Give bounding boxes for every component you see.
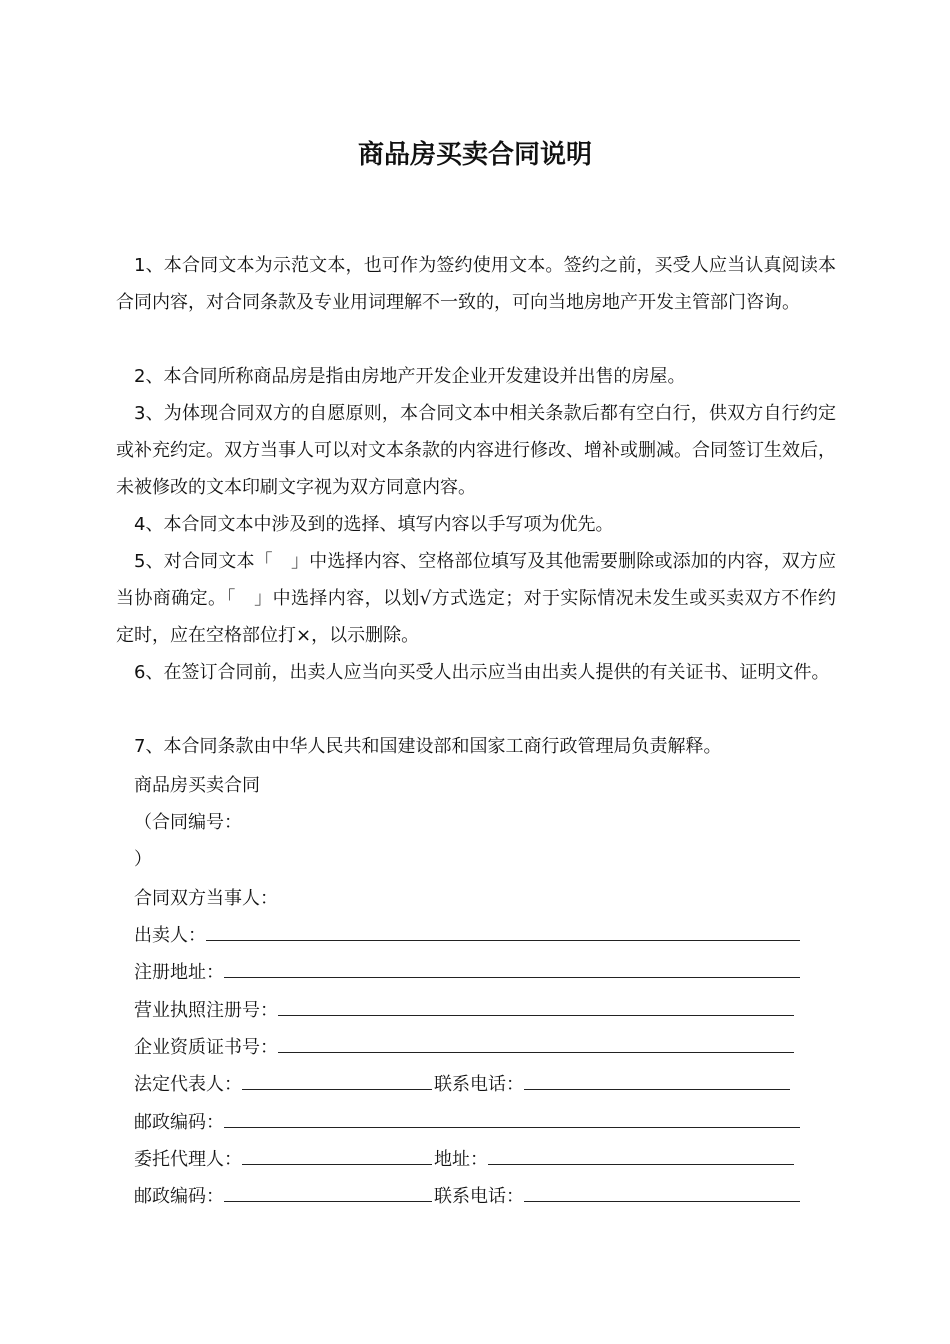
document-title: 商品房买卖合同说明 <box>357 140 592 170</box>
contract-number-close: ） <box>134 849 152 870</box>
address-label: 地址： <box>434 1149 488 1170</box>
seller-label: 出卖人： <box>134 925 206 946</box>
phone-blank[interactable] <box>524 1071 790 1090</box>
license-blank[interactable] <box>278 997 794 1016</box>
qualification-blank[interactable] <box>278 1034 794 1053</box>
phone-label: 联系电话： <box>434 1074 524 1095</box>
note-5: 5、对合同文本「 」中选择内容、空格部位填写及其他需要删除或添加的内容，双方应当协商确定。「 」中选择内容，以划√方式选定；对于实际情况未发生或买卖双方不作约定时，应在空格部位打×，以示删除。 <box>116 551 836 646</box>
agent-row <box>134 1141 796 1178</box>
postcode-blank-2[interactable] <box>224 1183 432 1202</box>
address-blank[interactable] <box>488 1146 794 1165</box>
parties-label: 合同双方当事人： <box>134 888 278 909</box>
contract-heading: 商品房买卖合同 <box>134 775 260 796</box>
reg-address-blank[interactable] <box>224 959 800 978</box>
agent-label: 委托代理人： <box>134 1149 242 1170</box>
phone-blank-2[interactable] <box>524 1183 800 1202</box>
qualification-label: 企业资质证书号： <box>134 1037 278 1058</box>
reg-address-label: 注册地址： <box>134 962 224 983</box>
postcode-label-2: 邮政编码： <box>134 1186 224 1207</box>
postcode-row-2 <box>134 1178 802 1215</box>
note-6: 6、在签订合同前，出卖人应当向买受人出示应当由出卖人提供的有关证书、证明文件。 <box>134 662 830 683</box>
note-1: 1、本合同文本为示范文本，也可作为签约使用文本。签约之前，买受人应当认真阅读本合同内容，对合同条款及专业用词理解不一致的，可向当地房地产开发主管部门咨询。 <box>116 255 836 313</box>
contract-number-open: （合同编号： <box>134 812 242 833</box>
postcode-label: 邮政编码： <box>134 1112 224 1133</box>
agent-blank[interactable] <box>242 1146 432 1165</box>
note-4: 4、本合同文本中涉及到的选择、填写内容以手写项为优先。 <box>134 514 614 535</box>
note-3: 3、为体现合同双方的自愿原则，本合同文本中相关条款后都有空白行，供双方自行约定或补充约定。双方当事人可以对文本条款的内容进行修改、增补或删减。合同签订生效后，未被修改的文本印刷文字视为双方同意内容。 <box>116 403 836 498</box>
qualification-row <box>134 1029 796 1066</box>
seller-blank[interactable] <box>206 922 800 941</box>
legal-rep-row <box>134 1066 792 1103</box>
reg-address-row <box>134 954 802 991</box>
phone-label-2: 联系电话： <box>434 1186 524 1207</box>
note-2: 2、本合同所称商品房是指由房地产开发企业开发建设并出售的房屋。 <box>134 366 686 387</box>
license-row <box>134 992 796 1029</box>
seller-row <box>134 917 802 954</box>
legal-rep-label: 法定代表人： <box>134 1074 242 1095</box>
postcode-blank[interactable] <box>224 1109 800 1128</box>
license-label: 营业执照注册号： <box>134 1000 278 1021</box>
legal-rep-blank[interactable] <box>242 1071 432 1090</box>
note-7: 7、本合同条款由中华人民共和国建设部和国家工商行政管理局负责解释。 <box>134 736 722 757</box>
postcode-row-1 <box>134 1104 802 1141</box>
